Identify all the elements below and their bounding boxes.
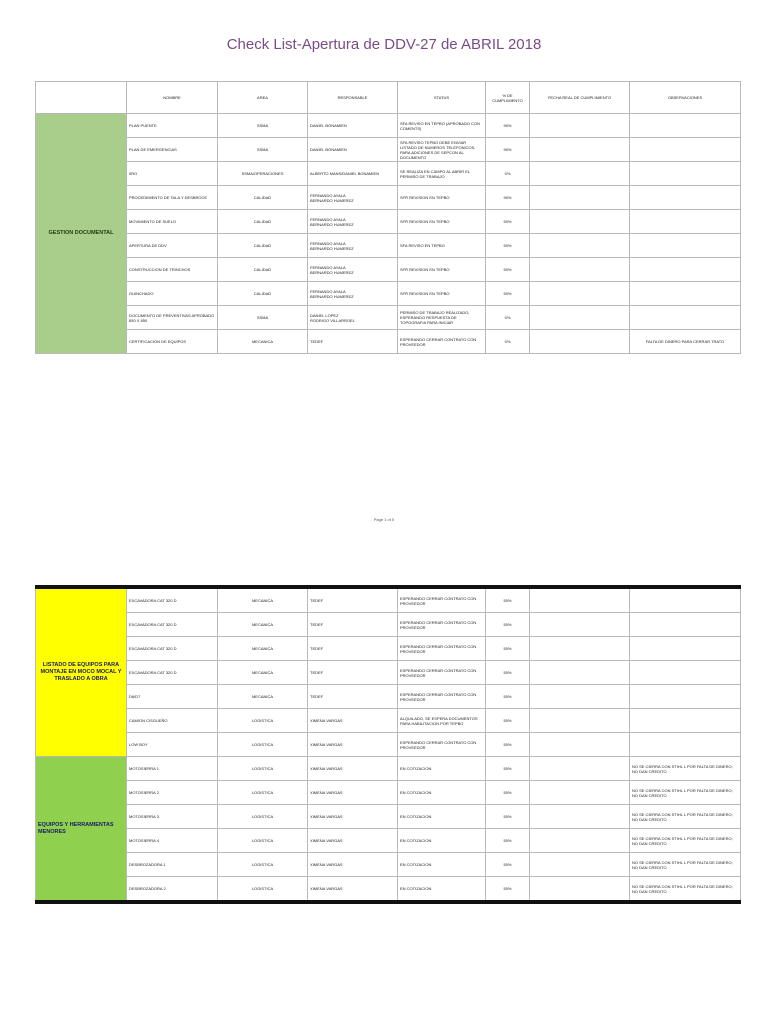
- status-cell: EN COTIZACION: [398, 781, 486, 805]
- name-cell: DOCUMENTO DE PREVENTIVAS APROBADO 650 X 650: [127, 306, 218, 330]
- name-cell: MOTOSIERRA 1: [127, 757, 218, 781]
- percent-cell: 50%: [486, 258, 530, 282]
- area-cell: LOGISTICA: [218, 757, 308, 781]
- table-row: [36, 282, 741, 306]
- percent-cell: 50%: [486, 781, 530, 805]
- percent-cell: 90%: [486, 114, 530, 138]
- area-cell: LOGISTICA: [218, 733, 308, 757]
- area-cell: SSMA: [218, 306, 308, 330]
- date-cell: [530, 258, 630, 282]
- date-cell: [530, 186, 630, 210]
- observations-cell: [630, 733, 741, 757]
- observations-cell: [630, 685, 741, 709]
- table-row: [36, 685, 741, 709]
- date-cell: [530, 805, 630, 829]
- date-cell: [530, 282, 630, 306]
- percent-cell: 50%: [486, 805, 530, 829]
- name-cell: CONSTRUCCION DE TRINCHOS: [127, 258, 218, 282]
- observations-cell: NO SE CIERRA CON STIHL L POR FALTA DE DINERO, NO DAN CREDITO: [630, 805, 741, 829]
- responsible-cell: TEDEF: [308, 330, 398, 354]
- table-row: [36, 162, 741, 186]
- date-cell: [530, 781, 630, 805]
- status-cell: EN COTIZACION: [398, 853, 486, 877]
- percent-cell: 50%: [486, 210, 530, 234]
- name-cell: MOTOSIERRA 3: [127, 805, 218, 829]
- responsible-cell: XIMENA VARGAS: [308, 877, 398, 903]
- name-cell: EXCAVADORA CAT 320 D: [127, 587, 218, 613]
- status-cell: SFR REVISION EN TEPBO: [398, 186, 486, 210]
- page-number: Page 1 of 5: [373, 517, 395, 522]
- header-row: [36, 82, 741, 114]
- status-cell: ESPERANDO CERRAR CONTRATO CON PROVEEDOR: [398, 613, 486, 637]
- responsible-cell: XIMENA VARGAS: [308, 853, 398, 877]
- date-cell: [530, 306, 630, 330]
- date-cell: [530, 757, 630, 781]
- area-cell: CALIDAD: [218, 234, 308, 258]
- name-cell: APERTURA DE DDV: [127, 234, 218, 258]
- responsible-cell: FERNANDO AYALA BERNARDO HUMEREZ: [308, 210, 398, 234]
- table-row: [36, 234, 741, 258]
- area-cell: MECANICA: [218, 613, 308, 637]
- table-row: [36, 330, 741, 354]
- observations-cell: [630, 637, 741, 661]
- name-cell: MOTOSIERRA 4: [127, 829, 218, 853]
- table-row: [36, 829, 741, 853]
- percent-cell: 50%: [486, 733, 530, 757]
- status-cell: SFR REVISION EN TEPBO: [398, 210, 486, 234]
- percent-cell: 0%: [486, 330, 530, 354]
- responsible-cell: DANIEL BONAMIEN: [308, 138, 398, 162]
- document-title: Check List-Apertura de DDV-27 de ABRIL 2018: [226, 36, 542, 53]
- name-cell: IIRO: [127, 162, 218, 186]
- name-cell: LOW BOY: [127, 733, 218, 757]
- responsible-cell: TEDEF: [308, 637, 398, 661]
- observations-cell: [630, 210, 741, 234]
- status-cell: ESPERANDO CERRAR CONTRATO CON PROVEEDOR: [398, 637, 486, 661]
- observations-cell: [630, 282, 741, 306]
- responsible-cell: XIMENA VARGAS: [308, 733, 398, 757]
- area-cell: LOGISTICA: [218, 853, 308, 877]
- area-cell: SSMA: [218, 138, 308, 162]
- area-cell: LOGISTICA: [218, 709, 308, 733]
- date-cell: [530, 162, 630, 186]
- table-row: [36, 613, 741, 637]
- percent-cell: 90%: [486, 186, 530, 210]
- group-label: EQUIPOS Y HERRAMIENTAS MENORES: [36, 757, 127, 903]
- date-cell: [530, 733, 630, 757]
- checklist-table-bottom: [35, 585, 741, 904]
- area-cell: MECANICA: [218, 587, 308, 613]
- percent-cell: 0%: [486, 162, 530, 186]
- date-cell: [530, 210, 630, 234]
- date-cell: [530, 138, 630, 162]
- responsible-cell: DANIEL BONAMIEN: [308, 114, 398, 138]
- status-cell: ESPERANDO CERRAR CONTRATO CON PROVEEDOR: [398, 685, 486, 709]
- date-cell: [530, 330, 630, 354]
- header-cell: [36, 82, 127, 114]
- responsible-cell: XIMENA VARGAS: [308, 781, 398, 805]
- area-cell: LOGISTICA: [218, 781, 308, 805]
- header-cell: AREA: [218, 82, 308, 114]
- status-cell: ESPERANDO CERRAR CONTRATO CON PROVEEDOR: [398, 661, 486, 685]
- status-cell: EN COTIZACION: [398, 877, 486, 903]
- date-cell: [530, 853, 630, 877]
- name-cell: D6/D7: [127, 685, 218, 709]
- table-row: [36, 853, 741, 877]
- status-cell: EN COTIZACION: [398, 757, 486, 781]
- percent-cell: 50%: [486, 661, 530, 685]
- status-cell: SE REALIZA EN CAMPO AL ABRIR EL PERMISO DE TRABAJO: [398, 162, 486, 186]
- observations-cell: [630, 661, 741, 685]
- status-cell: ESPERANDO CERRAR CONTRATO CON PROVEEDOR: [398, 330, 486, 354]
- date-cell: [530, 877, 630, 903]
- group-label: GESTION DOCUMENTAL: [36, 114, 127, 354]
- name-cell: CERTIFICACION DE EQUIPOS: [127, 330, 218, 354]
- percent-cell: 50%: [486, 757, 530, 781]
- area-cell: CALIDAD: [218, 210, 308, 234]
- name-cell: CAMION CISGUEÑO: [127, 709, 218, 733]
- header-cell: FECHA REAL DE CUMPLIMIENTO: [530, 82, 630, 114]
- status-cell: SFA REVISO EN TEPBO: [398, 234, 486, 258]
- date-cell: [530, 587, 630, 613]
- percent-cell: 50%: [486, 613, 530, 637]
- area-cell: LOGISTICA: [218, 829, 308, 853]
- header-cell: OBSERVACIONES: [630, 82, 741, 114]
- date-cell: [530, 661, 630, 685]
- percent-cell: 50%: [486, 234, 530, 258]
- name-cell: MOVIMIENTO DE SUELO: [127, 210, 218, 234]
- status-cell: ESPERANDO CERRAR CONTRATO CON PROVEEDOR: [398, 733, 486, 757]
- table-row: [36, 805, 741, 829]
- date-cell: [530, 613, 630, 637]
- observations-cell: [630, 306, 741, 330]
- name-cell: EXCAVADORA CAT 320 D: [127, 637, 218, 661]
- responsible-cell: XIMENA VARGAS: [308, 709, 398, 733]
- status-cell: SFR REVISION EN TEPBO: [398, 258, 486, 282]
- percent-cell: 50%: [486, 282, 530, 306]
- date-cell: [530, 637, 630, 661]
- area-cell: MECANICA: [218, 637, 308, 661]
- table-row: [36, 709, 741, 733]
- checklist-table-top: [35, 81, 741, 354]
- responsible-cell: TEDEF: [308, 661, 398, 685]
- header-cell: STATUS: [398, 82, 486, 114]
- area-cell: CALIDAD: [218, 282, 308, 306]
- status-cell: EN COTIZACION: [398, 829, 486, 853]
- responsible-cell: XIMENA VARGAS: [308, 805, 398, 829]
- percent-cell: 50%: [486, 853, 530, 877]
- observations-cell: [630, 138, 741, 162]
- observations-cell: [630, 587, 741, 613]
- area-cell: SSMA/OPERACIONES: [218, 162, 308, 186]
- responsible-cell: DANIEL LOPEZ RODRIGO VILLARROEL: [308, 306, 398, 330]
- observations-cell: [630, 709, 741, 733]
- table-row: [36, 733, 741, 757]
- responsible-cell: FERNANDO AYALA BERNARDO HUMEREZ: [308, 258, 398, 282]
- header-cell: RESPONSABLE: [308, 82, 398, 114]
- observations-cell: NO SE CIERRA CON STIHL L POR FALTA DE DINERO, NO DAN CREDITO: [630, 757, 741, 781]
- table-row: [36, 587, 741, 613]
- observations-cell: [630, 162, 741, 186]
- date-cell: [530, 829, 630, 853]
- group-label: LISTADO DE EQUIPOS PARA MONTAJE EN MOCO MOCAL Y TRASLADO A OBRA: [36, 587, 127, 757]
- name-cell: PLAN DE EMERGENCIAS: [127, 138, 218, 162]
- percent-cell: 50%: [486, 587, 530, 613]
- responsible-cell: TEDEF: [308, 685, 398, 709]
- table-row: [36, 661, 741, 685]
- status-cell: SFA REVISO EN TEPBO (APROBADO CON COMENTS): [398, 114, 486, 138]
- name-cell: MOTOSIERRA 2: [127, 781, 218, 805]
- responsible-cell: XIMENA VARGAS: [308, 757, 398, 781]
- status-cell: ALQUILADO, SE ESPERA DOCUMENTOS PARA HABILITACION POR TEPBO: [398, 709, 486, 733]
- responsible-cell: FERNANDO AYALA BERNARDO HUMEREZ: [308, 282, 398, 306]
- table-row: [36, 258, 741, 282]
- name-cell: PROCEDIMIENTO DE TALA Y DESBROCE: [127, 186, 218, 210]
- status-cell: ESPERANDO CERRAR CONTRATO CON PROVEEDOR: [398, 587, 486, 613]
- responsible-cell: TEDEF: [308, 587, 398, 613]
- name-cell: PLAN PUENTE: [127, 114, 218, 138]
- table-row: [36, 210, 741, 234]
- name-cell: EXCAVADORA CAT 320 D: [127, 613, 218, 637]
- table-row: [36, 306, 741, 330]
- table-row: [36, 637, 741, 661]
- percent-cell: 50%: [486, 829, 530, 853]
- responsible-cell: FERNANDO AYALA BERNARDO HUMEREZ: [308, 234, 398, 258]
- observations-cell: NO SE CIERRA CON STIHL L POR FALTA DE DINERO, NO DAN CREDITO: [630, 829, 741, 853]
- area-cell: LOGISTICA: [218, 877, 308, 903]
- name-cell: GUINCHADO: [127, 282, 218, 306]
- status-cell: SFR REVISION EN TEPBO: [398, 282, 486, 306]
- responsible-cell: XIMENA VARGAS: [308, 829, 398, 853]
- observations-cell: FALTA DE DINERO PARA CERRAR TRATO: [630, 330, 741, 354]
- observations-cell: NO SE CIERRA CON STIHL L POR FALTA DE DINERO, NO DAN CREDITO: [630, 853, 741, 877]
- observations-cell: NO SE CIERRA CON STIHL L POR FALTA DE DINERO, NO DAN CREDITO: [630, 877, 741, 903]
- date-cell: [530, 685, 630, 709]
- area-cell: CALIDAD: [218, 186, 308, 210]
- date-cell: [530, 709, 630, 733]
- status-cell: SFA REVISO TEPBO DEBE ENVIAR LISTADO DE NUMEROS TELEFONICOS, PARA ADICIONES DE SEPCON AL DOCUMENTO: [398, 138, 486, 162]
- area-cell: SSMA: [218, 114, 308, 138]
- area-cell: MECANICA: [218, 685, 308, 709]
- observations-cell: NO SE CIERRA CON STIHL L POR FALTA DE DINERO, NO DAN CREDITO: [630, 781, 741, 805]
- observations-cell: [630, 186, 741, 210]
- table-row: [36, 186, 741, 210]
- percent-cell: 50%: [486, 877, 530, 903]
- name-cell: EXCAVADORA CAT 320 D: [127, 661, 218, 685]
- table-row: [36, 877, 741, 903]
- date-cell: [530, 234, 630, 258]
- table-row: [36, 138, 741, 162]
- status-cell: EN COTIZACION: [398, 805, 486, 829]
- percent-cell: 0%: [486, 306, 530, 330]
- percent-cell: 50%: [486, 709, 530, 733]
- header-cell: NOMBRE: [127, 82, 218, 114]
- area-cell: CALIDAD: [218, 258, 308, 282]
- name-cell: DESBROZADORA 1: [127, 853, 218, 877]
- observations-cell: [630, 258, 741, 282]
- header-cell: % DE CUMPLIMIENTO: [486, 82, 530, 114]
- responsible-cell: TEDEF: [308, 613, 398, 637]
- percent-cell: 50%: [486, 637, 530, 661]
- name-cell: DESBROZADORA 2: [127, 877, 218, 903]
- observations-cell: [630, 234, 741, 258]
- observations-cell: [630, 613, 741, 637]
- responsible-cell: FERNANDO AYALA BERNARDO HUMEREZ: [308, 186, 398, 210]
- table-row: [36, 757, 741, 781]
- table-row: [36, 781, 741, 805]
- observations-cell: [630, 114, 741, 138]
- table-row: [36, 114, 741, 138]
- percent-cell: 90%: [486, 138, 530, 162]
- responsible-cell: ALBERTO MANS/DANIEL BONAMIEN: [308, 162, 398, 186]
- status-cell: PERMISO DE TRABAJO REALIZADO, ESPERANDO RESPUESTA DE TOPOGRAFIA PARA INICIAR: [398, 306, 486, 330]
- date-cell: [530, 114, 630, 138]
- area-cell: LOGISTICA: [218, 805, 308, 829]
- area-cell: MECANICA: [218, 661, 308, 685]
- area-cell: MECANICA: [218, 330, 308, 354]
- percent-cell: 50%: [486, 685, 530, 709]
